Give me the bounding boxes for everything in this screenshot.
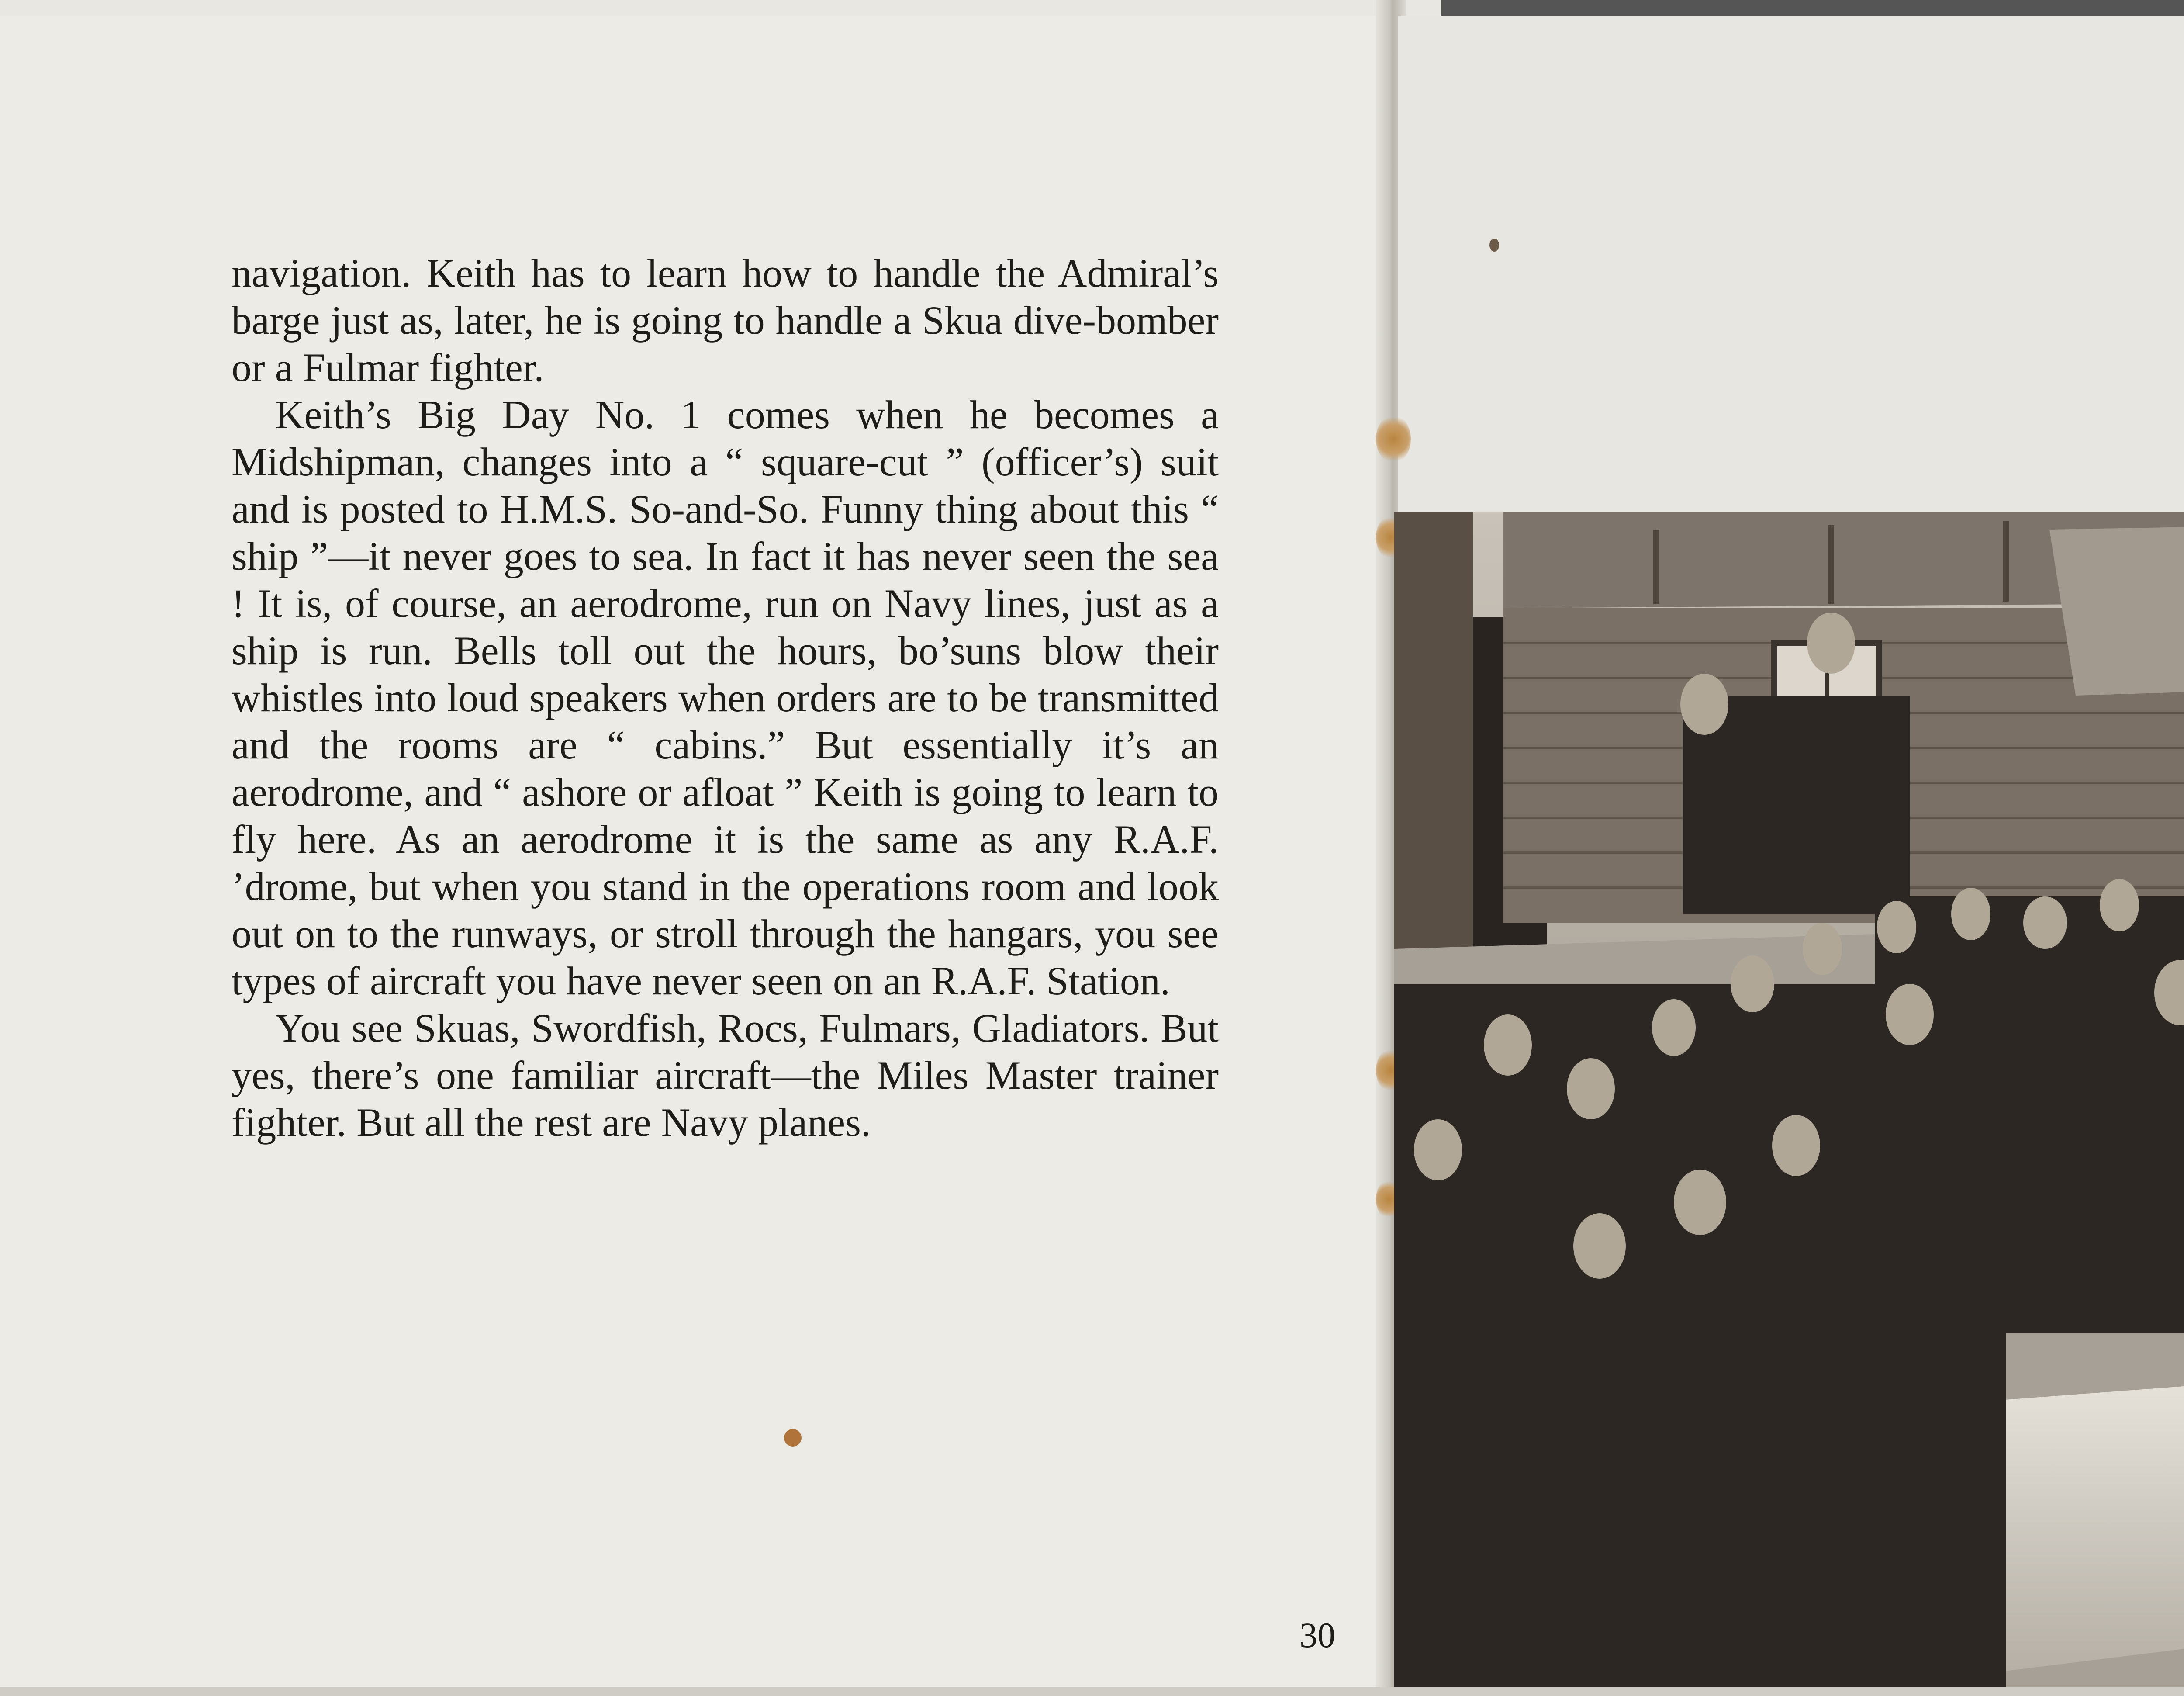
page-bottom-edge bbox=[0, 1687, 2184, 1696]
cadets-aircraft-photo bbox=[1394, 512, 2184, 1687]
paragraph-1: navigation. Keith has to learn how to handle the Admiral’s barge just as, later, he is going to handle a Skua dive-bomber or a Fulmar fighter. bbox=[232, 251, 1219, 390]
page-top-edge bbox=[1441, 0, 2184, 16]
left-page bbox=[0, 16, 1380, 1689]
body-text bbox=[232, 249, 1219, 1146]
ink-fleck bbox=[784, 1429, 802, 1447]
paragraph-2: Keith’s Big Day No. 1 comes when he becomes a Midshipman, changes into a “ square-cut ” (officer’s) suit and is posted to H.M.S. So-and-So. Funny thing about this “ ship ”—it never goes to sea. In fact it has never seen the sea ! It is, of course, an aerodrome, run on Navy lines, just as a ship is run. Bells toll out the hours, bo’suns blow their whistles into loud speakers when orders are to be transmitted and the rooms are “ cabins.” But essentially it’s an aerodrome, and “ ashore or afloat ” Keith is going to learn to fly here. As an aerodrome it is the same as any R.A.F. ’drome, but when you stand in the operations room and look out on to the runways, or stroll through the hangars, you see types of aircraft you have never seen on an R.A.F. Station. bbox=[232, 392, 1219, 1003]
foxing-stain bbox=[1376, 415, 1411, 463]
paragraph-3: You see Skuas, Swordfish, Rocs, Fulmars, Gladiators. But yes, there’s one familiar aircraft—the Miles Master trainer fighter. But all the rest are Navy planes. bbox=[232, 1006, 1219, 1145]
ink-fleck bbox=[1489, 239, 1499, 252]
page-number: 30 bbox=[1299, 1615, 1335, 1655]
